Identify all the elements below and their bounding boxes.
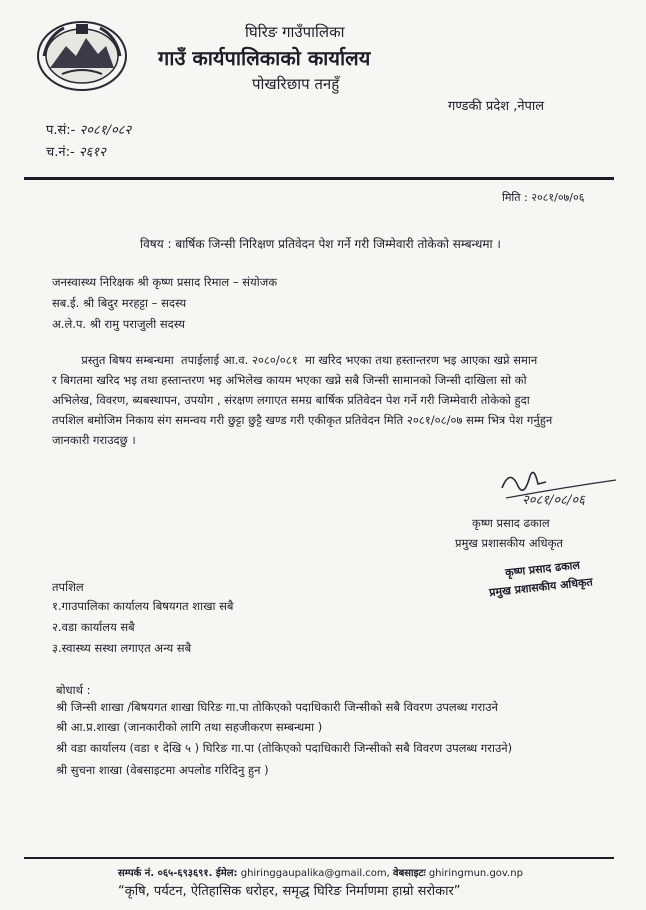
bodhartha-item: श्री वडा कार्यालय (वडा १ देखि ५ ) घिरिङ गा.पा (तोकिएको पदाधिकारी जिन्सीको सबै विवरण उपलब्ध गराउने) xyxy=(56,741,513,755)
body-line: तपशिल बमोजिम निकाय संग समन्वय गरी छुट्टा छुट्टै खण्ड गरी एकीकृत प्रतिवेदन मिति २०८१/०८/०७ सम्म भित्र पेश गर्नुहुन xyxy=(52,413,553,427)
ref-cn xyxy=(46,142,106,160)
footer-divider xyxy=(24,857,614,859)
body-line: जानकारी गराउदछु । xyxy=(52,433,136,447)
bodhartha-heading: बोधार्थ : xyxy=(56,683,91,697)
body-line: प्रस्तुत बिषय सम्बन्धमा तपाईलाई आ.व. २०८०/०८१ मा खरिद भएका तथा हस्तान्तरण भइ आएका खप्ने समान xyxy=(52,353,538,367)
addressee-2: सब.ई. श्री बिदुर मरहट्टा – सदस्य xyxy=(52,296,187,310)
ref-cn-label: च.नं:- xyxy=(46,145,75,160)
bodhartha-item: श्री सुचना शाखा (वेबसाइटमा अपलोड गरिदिनु हुन ) xyxy=(56,763,269,777)
bodhartha-item: श्री जिन्सी शाखा /बिषयगत शाखा घिरिङ गा.पा तोकिएको पदाधिकारी जिन्सीको सबै विवरण उपलब्ध गराउने xyxy=(56,700,498,714)
stamp-line-1: कृष्ण प्रसाद ढकाल xyxy=(504,558,581,580)
tapashil-heading: तपशिल xyxy=(52,580,84,594)
handwritten-signature xyxy=(500,458,620,514)
addressee-1: जनस्वास्थ्य निरिक्षक श्री कृष्ण प्रसाद रिमाल – संयोजक xyxy=(52,275,278,289)
body-line: अभिलेख, विवरण, ब्यबस्थापन, उपयोग , संरक्षण लगाएत समग्र बार्षिक प्रतिवेदन पेश गर्ने गरी जिम्मेवारी तोकेको हुदा xyxy=(52,393,530,407)
contact-label: सम्पर्क नं. ०६५-६९३६९१. ईमेल: xyxy=(118,868,238,879)
tapashil-item: १.गाउपालिका कार्यालय बिषयगत शाखा सबै xyxy=(52,599,234,613)
official-stamp xyxy=(478,555,598,601)
signature-date: २०८१/०८/०६ xyxy=(522,493,585,508)
bodhartha-item: श्री आ.प्र.शाखा (जानकारीको लागि तथा सहजीकरण सम्बन्धमा ) xyxy=(56,720,323,734)
ref-ps-value: २०८१/०८२ xyxy=(79,123,132,138)
footer-contact xyxy=(118,865,523,879)
header-divider xyxy=(24,177,614,180)
tapashil-item: २.वडा कार्यालय सबै xyxy=(52,620,135,634)
letter-date: मिति : २०८१/०७/०६ xyxy=(502,191,585,204)
addressee-3: अ.ले.प. श्री रामु पराजुली सदस्य xyxy=(52,317,185,331)
signatory-name: कृष्ण प्रसाद ढकाल xyxy=(472,516,550,530)
body-line: र बिगतमा खरिद भइ तथा हस्तान्तरण भइ अभिलेख कायम भएका खप्ने सबै जिन्सी सामानको जिन्सी दाखिला सो को xyxy=(52,373,527,387)
footer-slogan: “कृषि, पर्यटन, ऐतिहासिक धरोहर, समृद्ध घिरिङ निर्माणमा हाम्रो सरोकार” xyxy=(118,884,461,899)
ref-ps-label: प.सं:- xyxy=(46,123,76,138)
office-place: पोखरिछाप तनहुँ xyxy=(252,75,340,93)
office-name: गाउँ कार्यपालिकाको कार्यालय xyxy=(158,46,371,70)
letter-subject: विषय : बार्षिक जिन्सी निरिक्षण प्रतिवेदन पेश गर्ने गरी जिम्मेवारी तोकेको सम्बन्धमा । xyxy=(140,237,501,251)
nepal-emblem-icon xyxy=(36,16,128,92)
tapashil-item: ३.स्वास्थ्य सस्था लगाएत अन्य सबै xyxy=(52,641,192,655)
municipality-name: घिरिङ गाउँपालिका xyxy=(245,23,345,41)
ref-cn-value: २६१२ xyxy=(78,145,106,160)
footer-website: ghiringmun.gov.np xyxy=(428,868,523,879)
stamp-line-2: प्रमुख प्रशासकीय अधिकृत xyxy=(488,575,594,600)
ref-ps xyxy=(46,120,131,138)
province-name: गण्डकी प्रदेश ,नेपाल xyxy=(448,99,545,114)
website-label: वेबसाइटः xyxy=(393,868,426,879)
signatory-title: प्रमुख प्रशासकीय अधिकृत xyxy=(455,536,563,550)
letter-body xyxy=(52,350,612,450)
footer-email: ghiringgaupalika@gmail.com, xyxy=(240,868,390,879)
